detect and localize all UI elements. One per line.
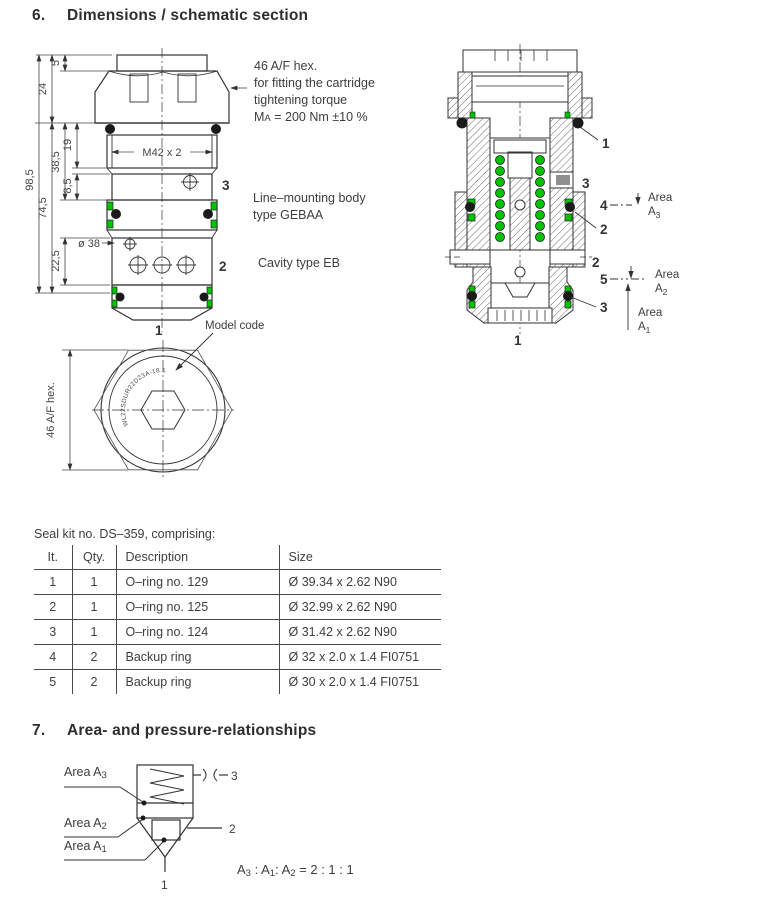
hex-note-line2: for fitting the cartridge: [254, 76, 375, 90]
seal-kit-table: [34, 545, 441, 694]
model-code-text: WL22SDUR22D23A-18.1: [119, 367, 167, 428]
cell-it: 2: [34, 595, 72, 620]
o-ring-item3-left: [467, 291, 477, 301]
bore-label: ø 38: [78, 238, 101, 250]
cell-it: 5: [49, 675, 57, 689]
cell-desc: Backup ring: [116, 670, 279, 695]
area-a2-word: Area: [655, 269, 680, 281]
cell-qty: 1: [72, 570, 116, 595]
cell-desc: O–ring no. 125: [116, 595, 279, 620]
dim-22-5: 22,5: [50, 250, 62, 272]
symbol-area-a1: Area $A_1$: [64, 839, 107, 855]
o-ring-item3-right: [563, 291, 573, 301]
cavity-type-note: Cavity type EB: [258, 256, 340, 270]
dim-38-5: 38,5: [50, 151, 62, 173]
cross-section-view: [445, 44, 646, 334]
port-2-label: 2: [219, 259, 227, 274]
dim-8-5: 8,5: [62, 178, 74, 194]
col-description: Description: [116, 545, 279, 570]
dim-19: 19: [62, 138, 74, 152]
body-note-line2: type GEBAA: [253, 208, 324, 222]
area-ratio: $A_3$ : $A_1$: $A_2 = 2$ : 1 : 1: [237, 862, 354, 879]
cell-size: Ø 30 x 2.0 x 1.4 FI0751: [279, 670, 441, 695]
o-ring-item2-left: [465, 202, 475, 212]
col-size: Size: [279, 545, 441, 570]
o-ring-item2-right: [565, 202, 575, 212]
table-header-row: [34, 545, 441, 570]
model-code-caption: Model code: [205, 320, 265, 332]
item-2-label: 2: [600, 222, 608, 237]
symbol-area-a3: Area $A_3$: [64, 765, 107, 781]
hex-torque-note: [254, 58, 464, 127]
port3-drill-hole: [181, 173, 199, 191]
item-3-label: 3: [600, 300, 608, 315]
cell-size: Ø 32.99 x 2.62 N90: [279, 595, 441, 620]
section-6-heading: [32, 7, 308, 25]
model-code-arrow: [176, 333, 213, 370]
cell-qty: 1: [72, 595, 116, 620]
cell-desc: O–ring no. 124: [116, 620, 279, 645]
item-1-label: 1: [602, 136, 610, 151]
col-qty: Qty.: [72, 545, 116, 570]
hex-note-torque: MA = 200 Nm ±10 %: [254, 110, 368, 124]
body-note-line1: Line–mounting body: [253, 191, 366, 205]
o-ring-1-right: [211, 124, 221, 134]
cell-qty: 2: [72, 645, 116, 670]
dim-24: 24: [37, 82, 49, 96]
cell-desc: Backup ring: [116, 645, 279, 670]
section-6-number: 6.: [32, 7, 46, 24]
col-item: It.: [34, 545, 72, 570]
hex-note-line3: tightening torque: [254, 93, 348, 107]
table-row: [34, 620, 441, 645]
cross-drillings: [123, 237, 196, 275]
cell-size: Ø 39.34 x 2.62 N90: [279, 570, 441, 595]
cell-desc: O–ring no. 129: [116, 570, 279, 595]
area-a2-value: $A_2$: [655, 283, 668, 297]
o-ring-2-left: [111, 209, 121, 219]
port-1-label: 1: [155, 323, 163, 338]
dimension-labels: [24, 60, 230, 338]
area-a3-value: $A_3$: [648, 206, 661, 220]
o-ring-3-left: [116, 293, 125, 302]
port-2-section-label: 2: [592, 255, 600, 270]
section-7-title: Area- and pressure-relationships: [67, 722, 317, 739]
symbol-port-2: 2: [229, 822, 236, 836]
table-row: [34, 595, 441, 620]
o-ring-1-left: [105, 124, 115, 134]
table-row: [34, 645, 441, 670]
port-3-section-label: 3: [582, 176, 590, 191]
area-a1-value: $A_1$: [638, 321, 651, 335]
table-row: [34, 570, 441, 595]
o-ring-3-right: [200, 293, 209, 302]
cell-it: 4: [34, 645, 72, 670]
model-code-view: [45, 333, 234, 480]
symbol-port-3: 3: [231, 769, 238, 783]
cartridge-outline-view: [95, 48, 229, 332]
item-4-label: 4: [600, 198, 608, 213]
dim-98-5: 98,5: [24, 169, 36, 191]
section-7-number: 7.: [32, 722, 46, 739]
seal-kit-title: Seal kit no. DS–359, comprising:: [34, 527, 216, 541]
o-ring-2-right: [203, 209, 213, 219]
port-3-label: 3: [222, 178, 230, 193]
area-a3-word: Area: [648, 192, 673, 204]
thread-label: M42 x 2: [142, 147, 182, 159]
o-ring-item1-right: [573, 118, 584, 129]
cell-qty: 2: [72, 670, 116, 695]
cell-it: 1: [34, 570, 72, 595]
body-type-note: [253, 190, 366, 224]
poppet-stem: [510, 178, 530, 250]
cell-qty: 1: [72, 620, 116, 645]
table-row: [34, 670, 441, 695]
section-6-title: Dimensions / schematic section: [67, 7, 309, 24]
hex-note-line1: 46 A/F hex.: [254, 59, 318, 73]
port-1-section-label: 1: [514, 333, 522, 348]
area-a1-word: Area: [638, 307, 663, 319]
cell-size: Ø 31.42 x 2.62 N90: [279, 620, 441, 645]
item-5-label: 5: [600, 272, 608, 287]
symbol-port-1: 1: [161, 878, 168, 892]
dim-5: 5: [50, 59, 62, 67]
cell-size: Ø 32 x 2.0 x 1.4 FI0751: [279, 645, 441, 670]
dim-74-5: 74,5: [37, 197, 49, 219]
section-7-heading: [32, 722, 316, 740]
symbol-area-a2: Area $A_2$: [64, 816, 107, 832]
cell-it: 3: [34, 620, 72, 645]
hex-dim-label: 46 A/F hex.: [45, 382, 57, 438]
